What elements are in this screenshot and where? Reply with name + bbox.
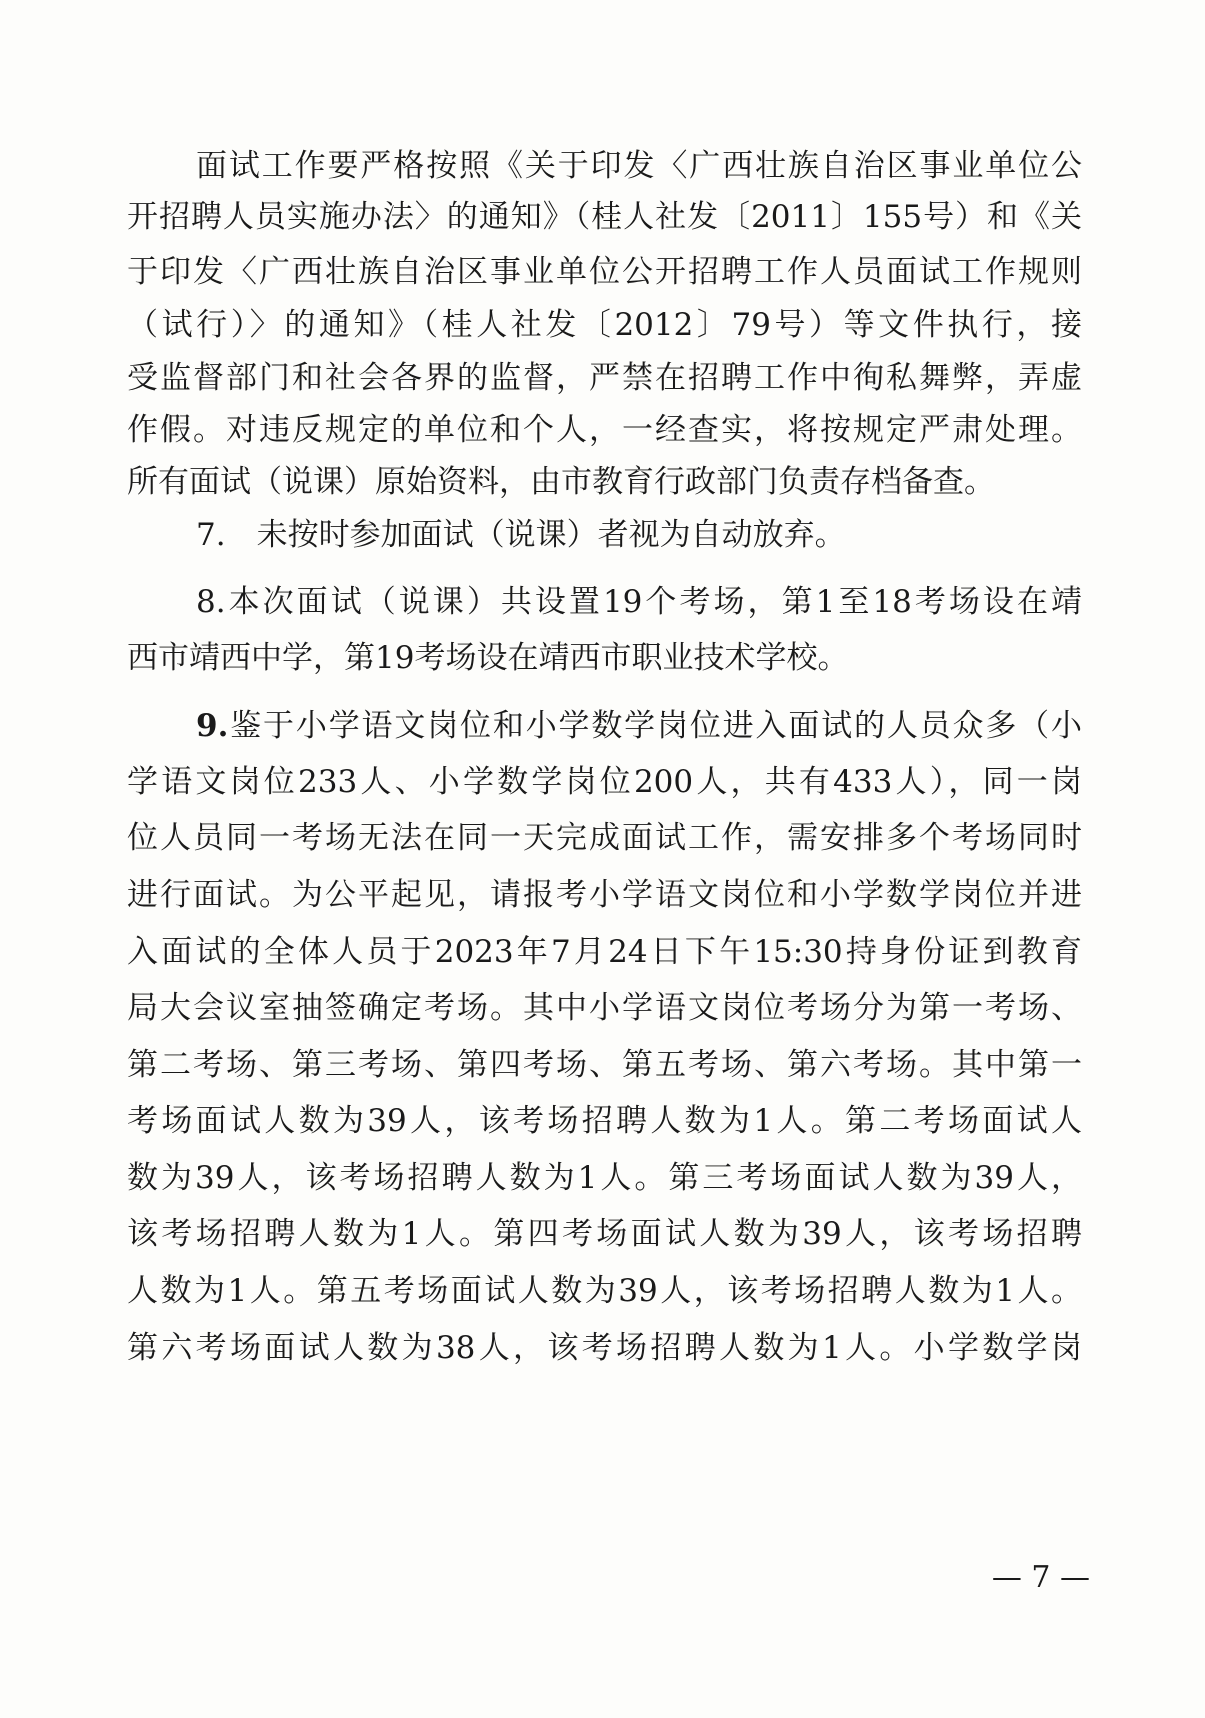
- page-number: — 7 —: [991, 1560, 1090, 1595]
- paragraph-1-line-6: 作假。对违反规定的单位和个人，一经查实，将按规定严肃处理。: [127, 412, 1082, 448]
- item-9-line-10: 该考场招聘人数为1人。第四考场面试人数为39人，该考场招聘: [127, 1216, 1082, 1252]
- paragraph-1-line-5: 受监督部门和社会各界的监督，严禁在招聘工作中徇私舞弊，弄虚: [127, 360, 1082, 396]
- item-9-line-3: 位人员同一考场无法在同一天完成面试工作，需安排多个考场同时: [127, 820, 1082, 856]
- paragraph-1-line-2: 开招聘人员实施办法〉的通知》（桂人社发〔2011〕155号）和《关: [127, 199, 1082, 235]
- paragraph-1-line-7: 所有面试（说课）原始资料，由市教育行政部门负责存档备查。: [127, 464, 995, 500]
- item-9-line-7: 第二考场、第三考场、第四考场、第五考场、第六考场。其中第一: [127, 1047, 1082, 1083]
- item-9-line-1: [196, 706, 1082, 746]
- item-9-line-9: 数为39人，该考场招聘人数为1人。第三考场面试人数为39人，: [127, 1160, 1082, 1196]
- item-9-line-5: 入面试的全体人员于2023年7月24日下午15:30持身份证到教育: [127, 934, 1082, 970]
- item-9-line-2: 学语文岗位233人、小学数学岗位200人，共有433人），同一岗: [127, 764, 1082, 800]
- item-9-number: 9.: [196, 708, 229, 744]
- item-9-line-11: 人数为1人。第五考场面试人数为39人，该考场招聘人数为1人。: [127, 1273, 1082, 1309]
- item-9-first-text: 鉴于小学语文岗位和小学数学岗位进入面试的人员众多（小: [228, 708, 1082, 744]
- item-8-line-1: 8.本次面试（说课）共设置19个考场，第1至18考场设在靖: [196, 584, 1082, 620]
- item-9-line-4: 进行面试。为公平起见，请报考小学语文岗位和小学数学岗位并进: [127, 877, 1082, 913]
- item-7: 7. 未按时参加面试（说课）者视为自动放弃。: [196, 517, 846, 553]
- item-9-line-6: 局大会议室抽签确定考场。其中小学语文岗位考场分为第一考场、: [127, 990, 1082, 1026]
- item-9-line-12: 第六考场面试人数为38人，该考场招聘人数为1人。小学数学岗: [127, 1330, 1082, 1366]
- item-8-line-2: 西市靖西中学，第19考场设在靖西市职业技术学校。: [127, 640, 849, 676]
- item-9-line-8: 考场面试人数为39人，该考场招聘人数为1人。第二考场面试人: [127, 1103, 1082, 1139]
- paragraph-1-line-1: 面试工作要严格按照《关于印发〈广西壮族自治区事业单位公: [196, 148, 1082, 184]
- paragraph-1-line-4: （试行）〉的通知》（桂人社发〔2012〕79号）等文件执行，接: [127, 307, 1082, 343]
- paragraph-1-line-3: 于印发〈广西壮族自治区事业单位公开招聘工作人员面试工作规则: [127, 254, 1082, 290]
